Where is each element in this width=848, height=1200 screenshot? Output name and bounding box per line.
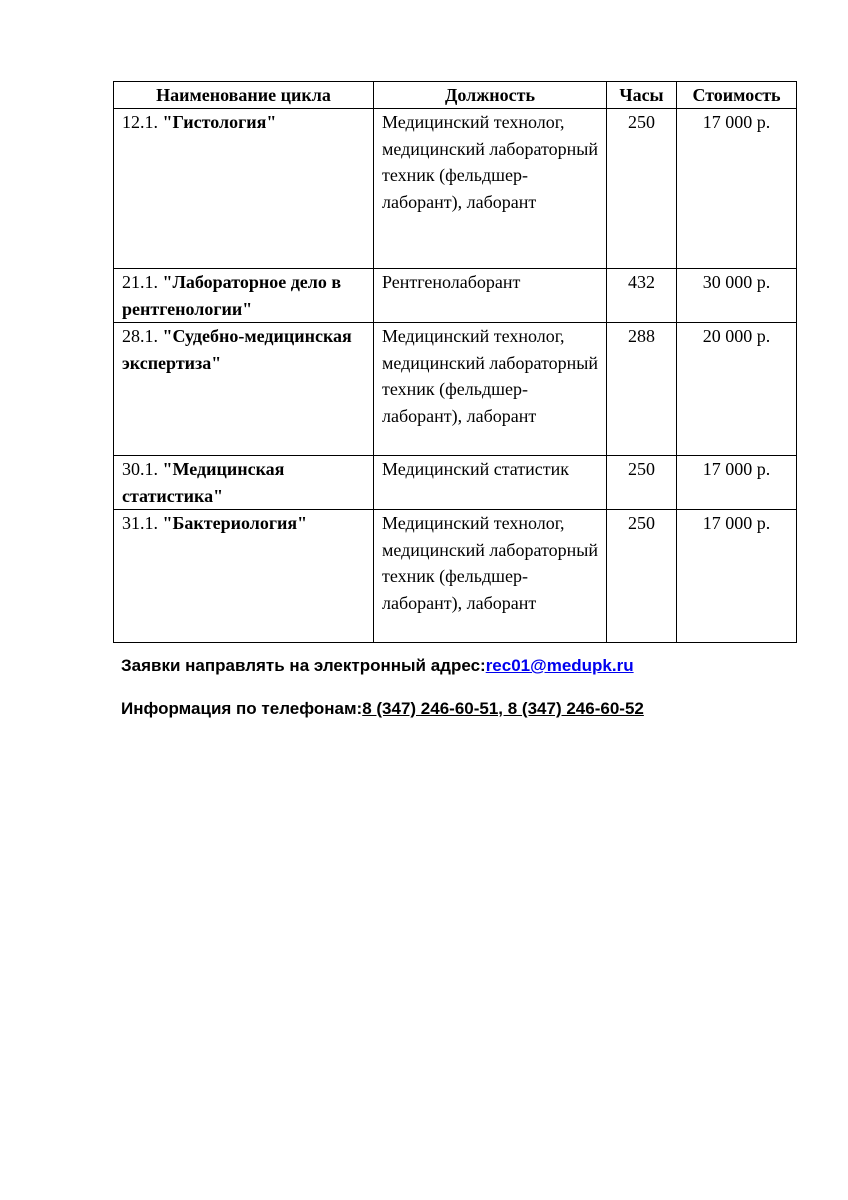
course-hours: 250 bbox=[607, 510, 677, 643]
header-position: Должность bbox=[374, 82, 607, 109]
course-position: Медицинский технолог, медицинский лабораторный техник (фельдшер-лаборант), лаборант bbox=[374, 109, 607, 269]
course-title: "Судебно-медицинская экспертиза" bbox=[122, 326, 352, 373]
course-position: Медицинский технолог, медицинский лабораторный техник (фельдшер-лаборант), лаборант bbox=[374, 323, 607, 456]
table-row bbox=[114, 109, 797, 269]
courses-table bbox=[113, 81, 797, 643]
course-name-cell bbox=[114, 269, 374, 323]
course-position: Медицинский статистик bbox=[374, 456, 607, 510]
course-hours: 432 bbox=[607, 269, 677, 323]
course-name-cell bbox=[114, 109, 374, 269]
course-cost: 20 000 р. bbox=[677, 323, 797, 456]
course-title: "Лабораторное дело в рентгенологии" bbox=[122, 272, 342, 319]
header-hours: Часы bbox=[607, 82, 677, 109]
course-hours: 250 bbox=[607, 109, 677, 269]
course-name-cell bbox=[114, 510, 374, 643]
course-cost: 17 000 р. bbox=[677, 456, 797, 510]
phone-numbers: 8 (347) 246-60-51, 8 (347) 246-60-52 bbox=[362, 699, 644, 718]
course-title: "Гистология" bbox=[162, 112, 277, 132]
course-code: 31.1. bbox=[122, 513, 158, 533]
course-cost: 17 000 р. bbox=[677, 109, 797, 269]
phone-line bbox=[121, 699, 644, 719]
course-position: Рентгенолаборант bbox=[374, 269, 607, 323]
course-code: 28.1. bbox=[122, 326, 158, 346]
course-hours: 250 bbox=[607, 456, 677, 510]
phone-label: Информация по телефонам: bbox=[121, 699, 363, 718]
header-cost: Стоимость bbox=[677, 82, 797, 109]
email-line bbox=[121, 656, 634, 676]
table-header-row bbox=[114, 82, 797, 109]
course-code: 30.1. bbox=[122, 459, 158, 479]
table-row bbox=[114, 269, 797, 323]
course-name-cell bbox=[114, 323, 374, 456]
table-row bbox=[114, 510, 797, 643]
course-cost: 17 000 р. bbox=[677, 510, 797, 643]
table-row bbox=[114, 456, 797, 510]
course-hours: 288 bbox=[607, 323, 677, 456]
course-position: Медицинский технолог, медицинский лабораторный техник (фельдшер-лаборант), лаборант bbox=[374, 510, 607, 643]
course-cost: 30 000 р. bbox=[677, 269, 797, 323]
course-code: 21.1. bbox=[122, 272, 158, 292]
course-title: "Бактериология" bbox=[162, 513, 308, 533]
table-row bbox=[114, 323, 797, 456]
course-name-cell bbox=[114, 456, 374, 510]
course-title: "Медицинская статистика" bbox=[122, 459, 285, 506]
email-label: Заявки направлять на электронный адрес: bbox=[121, 656, 486, 675]
email-link[interactable]: rec01@medupk.ru bbox=[485, 656, 634, 675]
course-code: 12.1. bbox=[122, 112, 158, 132]
header-name: Наименование цикла bbox=[114, 82, 374, 109]
